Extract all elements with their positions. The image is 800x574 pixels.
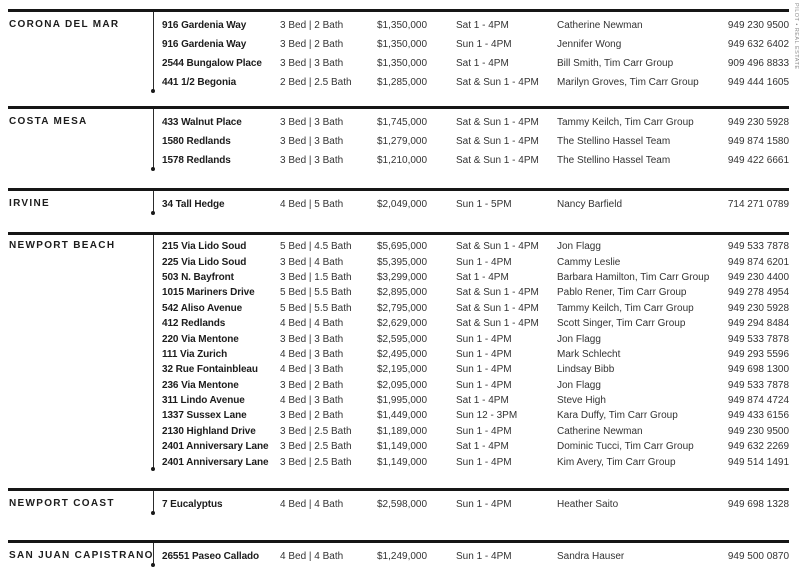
- listing-agent: Dominic Tucci, Tim Carr Group: [557, 441, 694, 453]
- listing-price: $1,279,000: [377, 136, 428, 147]
- listing-agent: Tammy Keilch, Tim Carr Group: [557, 302, 694, 314]
- listing-address: 34 Tall Hedge: [162, 199, 225, 210]
- listing-open-house-time: Sat 1 - 4PM: [456, 441, 509, 453]
- listing-row: [162, 35, 789, 54]
- listing-address: 1580 Redlands: [162, 136, 231, 147]
- listing-phone: 949 433 6156: [727, 410, 789, 422]
- listing-agent: Heather Saito: [557, 498, 619, 510]
- listing-price: $1,249,000: [377, 550, 428, 562]
- listing-address: 2130 Highland Drive: [162, 425, 256, 437]
- listing-beds-baths: 4 Bed | 3 Bath: [280, 364, 344, 376]
- listing-open-house-time: Sun 1 - 4PM: [456, 333, 512, 345]
- listing-beds-baths: 5 Bed | 5.5 Bath: [280, 287, 352, 299]
- listing-rows: [153, 543, 789, 566]
- city-name: COSTA MESA: [9, 116, 88, 127]
- listing-phone: 949 874 1580: [727, 136, 789, 147]
- listing-address: 433 Walnut Place: [162, 117, 242, 128]
- listing-row: [162, 16, 789, 35]
- listing-address: 7 Eucalyptus: [162, 498, 223, 510]
- listing-phone: 949 230 9500: [727, 20, 789, 31]
- city-name: IRVINE: [9, 198, 50, 209]
- listing-price: $2,495,000: [377, 348, 428, 360]
- listing-open-house-time: Sun 1 - 5PM: [456, 199, 512, 210]
- listing-address: 220 Via Mentone: [162, 333, 239, 345]
- listing-row: [162, 316, 789, 331]
- listing-open-house-time: Sat & Sun 1 - 4PM: [456, 318, 539, 330]
- listing-row: [162, 347, 789, 362]
- listing-phone: 949 632 6402: [727, 39, 789, 50]
- city-section: [8, 540, 789, 574]
- listing-beds-baths: 3 Bed | 2 Bath: [280, 20, 344, 31]
- listing-agent: Mark Schlecht: [557, 348, 621, 360]
- listing-rows: [153, 109, 789, 170]
- listing-price: $2,595,000: [377, 333, 428, 345]
- listing-price: $2,598,000: [377, 498, 428, 510]
- listing-beds-baths: 3 Bed | 3 Bath: [280, 117, 344, 128]
- listing-address: 225 Via Lido Soud: [162, 256, 247, 268]
- listing-price: $1,149,000: [377, 456, 428, 468]
- listing-phone: 949 874 4724: [727, 395, 789, 407]
- listing-agent: Jon Flagg: [557, 241, 601, 253]
- listing-address: 1337 Sussex Lane: [162, 410, 247, 422]
- listing-rows: [153, 191, 789, 214]
- listing-phone: 949 230 9500: [727, 425, 789, 437]
- listing-open-house-time: Sun 1 - 4PM: [456, 364, 512, 376]
- listing-address: 2401 Anniversary Lane: [162, 456, 269, 468]
- city-sections-container: [8, 9, 789, 574]
- listing-beds-baths: 3 Bed | 2.5 Bath: [280, 441, 352, 453]
- listing-row: [162, 439, 789, 454]
- city-section: [8, 188, 789, 222]
- listing-price: $1,995,000: [377, 395, 428, 407]
- listing-beds-baths: 4 Bed | 4 Bath: [280, 550, 344, 562]
- listing-address: 215 Via Lido Soud: [162, 241, 247, 253]
- city-section: [8, 488, 789, 522]
- listing-address: 1578 Redlands: [162, 155, 231, 166]
- listing-price: $1,149,000: [377, 441, 428, 453]
- listing-row: [162, 254, 789, 269]
- listing-address: 2544 Bungalow Place: [162, 58, 262, 69]
- listing-agent: Jennifer Wong: [557, 39, 622, 50]
- city-section: [8, 9, 789, 100]
- listing-price: $2,049,000: [377, 199, 428, 210]
- listing-agent: Kim Avery, Tim Carr Group: [557, 456, 676, 468]
- listing-row: [162, 270, 789, 285]
- listing-open-house-time: Sat & Sun 1 - 4PM: [456, 302, 539, 314]
- listing-open-house-time: Sat 1 - 4PM: [456, 271, 509, 283]
- listing-open-house-time: Sun 1 - 4PM: [456, 456, 512, 468]
- listing-beds-baths: 5 Bed | 4.5 Bath: [280, 241, 352, 253]
- listing-open-house-time: Sat 1 - 4PM: [456, 20, 509, 31]
- listing-agent: Scott Singer, Tim Carr Group: [557, 318, 686, 330]
- listing-price: $1,210,000: [377, 155, 428, 166]
- listing-beds-baths: 4 Bed | 3 Bath: [280, 395, 344, 407]
- listing-open-house-time: Sat & Sun 1 - 4PM: [456, 155, 539, 166]
- listing-beds-baths: 3 Bed | 2.5 Bath: [280, 456, 352, 468]
- listing-beds-baths: 3 Bed | 1.5 Bath: [280, 271, 352, 283]
- listing-address: 26551 Paseo Callado: [162, 550, 260, 562]
- city-section: [8, 232, 789, 478]
- city-name: CORONA DEL MAR: [9, 19, 120, 30]
- listing-agent: Barbara Hamilton, Tim Carr Group: [557, 271, 710, 283]
- listing-row: [162, 424, 789, 439]
- listing-price: $1,350,000: [377, 20, 428, 31]
- city-name: NEWPORT COAST: [9, 497, 115, 509]
- listing-address: 503 N. Bayfront: [162, 271, 234, 283]
- listing-address: 2401 Anniversary Lane: [162, 441, 269, 453]
- listing-row: [162, 195, 789, 214]
- listing-row: [162, 454, 789, 469]
- listing-beds-baths: 3 Bed | 2 Bath: [280, 410, 344, 422]
- listing-agent: Jon Flagg: [557, 379, 601, 391]
- listing-row: [162, 362, 789, 377]
- listing-phone: 949 632 2269: [727, 441, 789, 453]
- listing-phone: 949 874 6201: [727, 256, 789, 268]
- listing-open-house-time: Sat & Sun 1 - 4PM: [456, 287, 539, 299]
- listing-row: [162, 54, 789, 73]
- listing-agent: Marilyn Groves, Tim Carr Group: [557, 77, 699, 88]
- listing-row: [162, 73, 789, 92]
- listing-rows: [153, 235, 789, 470]
- listing-phone: 949 500 0870: [727, 550, 789, 562]
- listing-address: 441 1/2 Begonia: [162, 77, 237, 88]
- listing-open-house-time: Sun 1 - 4PM: [456, 550, 512, 562]
- listing-phone: 949 444 1605: [727, 77, 789, 88]
- listing-rows: [153, 12, 789, 92]
- listing-price: $5,695,000: [377, 241, 428, 253]
- listing-price: $2,629,000: [377, 318, 428, 330]
- listing-price: $2,095,000: [377, 379, 428, 391]
- listing-address: 916 Gardenia Way: [162, 39, 247, 50]
- listing-address: 1015 Mariners Drive: [162, 287, 255, 299]
- listing-agent: Steve High: [557, 395, 606, 407]
- listing-beds-baths: 4 Bed | 5 Bath: [280, 199, 344, 210]
- listing-open-house-time: Sun 1 - 4PM: [456, 498, 512, 510]
- listing-phone: 949 293 5596: [727, 348, 789, 360]
- listing-address: 916 Gardenia Way: [162, 20, 247, 31]
- listing-agent: Lindsay Bibb: [557, 364, 615, 376]
- listing-open-house-time: Sat 1 - 4PM: [456, 395, 509, 407]
- listing-phone: 949 230 5928: [727, 302, 789, 314]
- listing-agent: Catherine Newman: [557, 425, 643, 437]
- listing-beds-baths: 5 Bed | 5.5 Bath: [280, 302, 352, 314]
- listing-open-house-time: Sat & Sun 1 - 4PM: [456, 77, 539, 88]
- listing-address: 311 Lindo Avenue: [162, 395, 245, 407]
- listing-beds-baths: 3 Bed | 3 Bath: [280, 155, 344, 166]
- listing-agent: Bill Smith, Tim Carr Group: [557, 58, 674, 69]
- listing-phone: 714 271 0789: [727, 199, 789, 210]
- listing-agent: Sandra Hauser: [557, 550, 625, 562]
- listing-price: $1,350,000: [377, 39, 428, 50]
- listing-open-house-time: Sat & Sun 1 - 4PM: [456, 241, 539, 253]
- listing-row: [162, 151, 789, 170]
- listing-row: [162, 239, 789, 254]
- listing-address: 236 Via Mentone: [162, 379, 239, 391]
- listing-price: $2,195,000: [377, 364, 428, 376]
- listing-price: $1,189,000: [377, 425, 428, 437]
- listing-beds-baths: 3 Bed | 3 Bath: [280, 136, 344, 147]
- listing-open-house-time: Sun 12 - 3PM: [456, 410, 518, 422]
- listing-phone: 909 496 8833: [727, 58, 789, 69]
- listing-beds-baths: 4 Bed | 4 Bath: [280, 318, 344, 330]
- listing-open-house-time: Sat & Sun 1 - 4PM: [456, 117, 539, 128]
- listing-beds-baths: 2 Bed | 2.5 Bath: [280, 77, 352, 88]
- listing-price: $1,350,000: [377, 58, 428, 69]
- listing-row: [162, 285, 789, 300]
- listing-row: [162, 132, 789, 151]
- listing-price: $2,895,000: [377, 287, 428, 299]
- listing-beds-baths: 3 Bed | 2 Bath: [280, 379, 344, 391]
- listing-phone: 949 278 4954: [727, 287, 789, 299]
- listing-phone: 949 698 1300: [727, 364, 789, 376]
- listing-rows: [153, 491, 789, 514]
- listing-beds-baths: 4 Bed | 3 Bath: [280, 348, 344, 360]
- listing-phone: 949 294 8484: [727, 318, 789, 330]
- listing-price: $2,795,000: [377, 302, 428, 314]
- listing-beds-baths: 3 Bed | 3 Bath: [280, 333, 344, 345]
- listing-beds-baths: 3 Bed | 2.5 Bath: [280, 425, 352, 437]
- listing-agent: Kara Duffy, Tim Carr Group: [557, 410, 678, 422]
- city-section: [8, 106, 789, 178]
- listing-row: [162, 331, 789, 346]
- listing-price: $5,395,000: [377, 256, 428, 268]
- city-name: SAN JUAN CAPISTRANO: [9, 549, 154, 561]
- listing-row: [162, 547, 789, 566]
- listing-address: 111 Via Zurich: [162, 348, 228, 360]
- listing-agent: The Stellino Hassel Team: [557, 136, 671, 147]
- listing-agent: Tammy Keilch, Tim Carr Group: [557, 117, 694, 128]
- listing-open-house-time: Sun 1 - 4PM: [456, 425, 512, 437]
- listing-phone: 949 533 7878: [727, 379, 789, 391]
- listing-price: $3,299,000: [377, 271, 428, 283]
- listing-open-house-time: Sat & Sun 1 - 4PM: [456, 136, 539, 147]
- listing-open-house-time: Sun 1 - 4PM: [456, 39, 512, 50]
- listing-row: [162, 113, 789, 132]
- listing-agent: Nancy Barfield: [557, 199, 623, 210]
- open-house-listings-page: [8, 9, 789, 574]
- listing-row: [162, 495, 789, 514]
- listing-agent: Pablo Rener, Tim Carr Group: [557, 287, 687, 299]
- listing-open-house-time: Sun 1 - 4PM: [456, 348, 512, 360]
- listing-agent: Jon Flagg: [557, 333, 601, 345]
- listing-beds-baths: 3 Bed | 4 Bath: [280, 256, 344, 268]
- listing-phone: 949 533 7878: [727, 241, 789, 253]
- listing-beds-baths: 3 Bed | 3 Bath: [280, 58, 344, 69]
- listing-open-house-time: Sun 1 - 4PM: [456, 379, 512, 391]
- listing-address: 412 Redlands: [162, 318, 226, 330]
- listing-agent: Catherine Newman: [557, 20, 643, 31]
- listing-phone: 949 230 5928: [727, 117, 789, 128]
- city-name: NEWPORT BEACH: [9, 240, 116, 251]
- listing-row: [162, 301, 789, 316]
- listing-phone: 949 698 1328: [727, 498, 789, 510]
- listing-agent: Cammy Leslie: [557, 256, 621, 268]
- listing-row: [162, 408, 789, 423]
- listing-address: 542 Aliso Avenue: [162, 302, 243, 314]
- listing-open-house-time: Sat 1 - 4PM: [456, 58, 509, 69]
- listing-phone: 949 230 4400: [727, 271, 789, 283]
- page-edge-text: PILOT • REAL ESTATE: [793, 3, 799, 70]
- listing-row: [162, 393, 789, 408]
- listing-phone: 949 422 6661: [727, 155, 789, 166]
- listing-beds-baths: 3 Bed | 2 Bath: [280, 39, 344, 50]
- listing-price: $1,745,000: [377, 117, 428, 128]
- listing-phone: 949 533 7878: [727, 333, 789, 345]
- listing-open-house-time: Sun 1 - 4PM: [456, 256, 512, 268]
- listing-price: $1,285,000: [377, 77, 428, 88]
- listing-agent: The Stellino Hassel Team: [557, 155, 671, 166]
- listing-price: $1,449,000: [377, 410, 428, 422]
- listing-beds-baths: 4 Bed | 4 Bath: [280, 498, 344, 510]
- listing-row: [162, 378, 789, 393]
- listing-phone: 949 514 1491: [727, 456, 789, 468]
- listing-address: 32 Rue Fontainbleau: [162, 364, 258, 376]
